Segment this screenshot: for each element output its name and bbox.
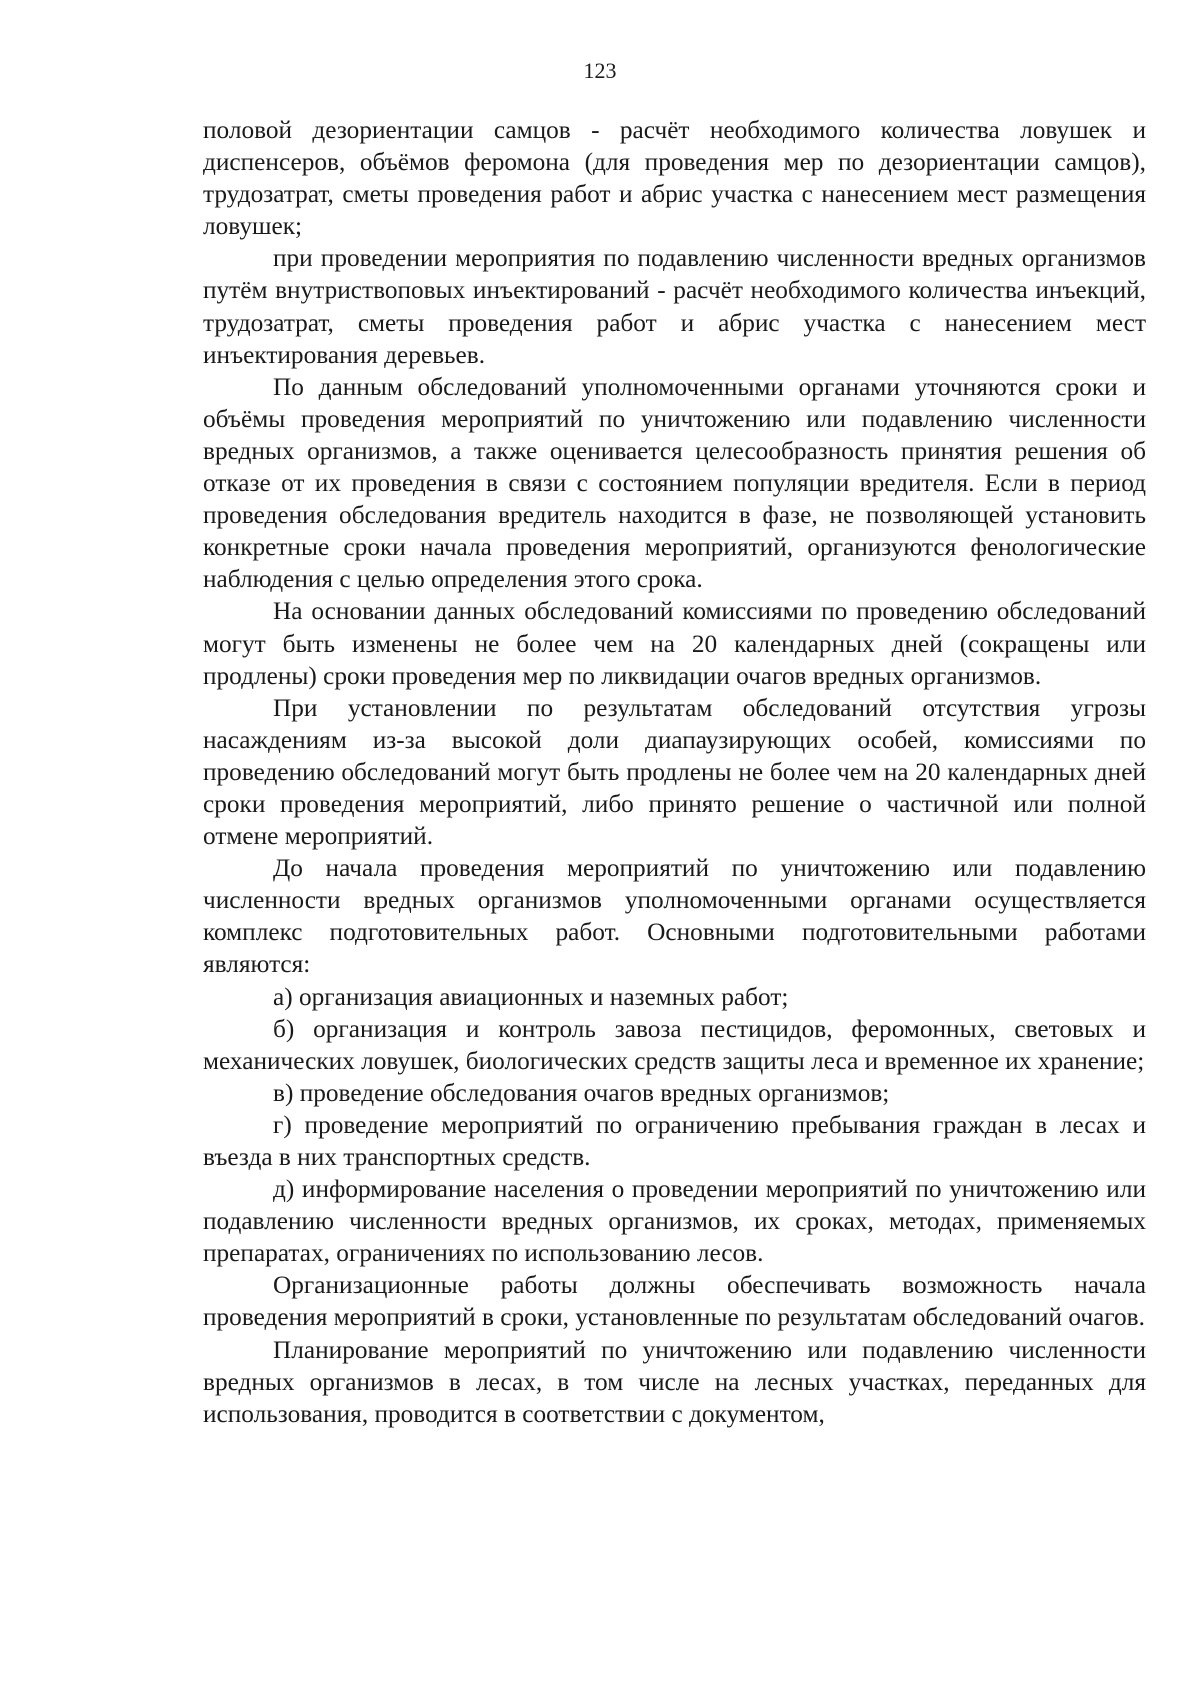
body-paragraph: б) организация и контроль завоза пестицидов, феромонных, световых и механических ловушек, биологических средств защиты леса и временное их хранение; — [203, 1014, 1146, 1075]
body-paragraph: До начала проведения мероприятий по уничтожению или подавлению численности вредных организмов уполномоченными органами осуществляется комплекс подготовительных работ. Основными подготовительными работами являются: — [203, 854, 1146, 979]
body-paragraph: при проведении мероприятия по подавлению численности вредных организмов путём внутриствоповых инъектирований - расчёт необходимого количества инъекций, трудозатрат, сметы проведения работ и абрис участка с нанесением мест инъектирования деревьев. — [203, 244, 1146, 369]
page-number: 123 — [583, 58, 617, 83]
body-paragraph: На основании данных обследований комиссиями по проведению обследований могут быть изменены не более чем на 20 календарных дней (сокращены или продлены) сроки проведения мер по ликвидации очагов вредных организмов. — [203, 597, 1146, 690]
body-paragraph: г) проведение мероприятий по ограничению пребывания граждан в лесах и въезда в них транспортных средств. — [203, 1110, 1146, 1171]
body-paragraph: По данным обследований уполномоченными органами уточняются сроки и объёмы проведения мероприятий по уничтожению или подавлению численности вредных организмов, а также оценивается целесообразность принятия решения об отказе от их проведения в связи с состоянием популяции вредителя. Если в период проведения обследования вредитель находится в фазе, не позволяющей установить конкретные сроки начала проведения мероприятий, организуются фенологические наблюдения с целью определения этого срока. — [203, 372, 1146, 594]
body-paragraph: Организационные работы должны обеспечивать возможность начала проведения мероприятий в сроки, установленные по результатам обследований очагов. — [203, 1271, 1146, 1332]
body-paragraph: Планирование мероприятий по уничтожению или подавлению численности вредных организмов в лесах, в том числе на лесных участках, переданных для использования, проводится в соответствии с документом, — [203, 1335, 1146, 1428]
body-paragraph: половой дезориентации самцов - расчёт необходимого количества ловушек и диспенсеров, объёмов феромона (для проведения мер по дезориентации самцов), трудозатрат, сметы проведения работ и абрис участка с нанесением мест размещения ловушек; — [203, 116, 1146, 241]
document-body — [203, 114, 1146, 1430]
body-paragraph: При установлении по результатам обследований отсутствия угрозы насаждениям из-за высокой доли диапаузирующих особей, комиссиями по проведению обследований могут быть продлены не более чем на 20 календарных дней сроки проведения мероприятий, либо принято решение о частичной или полной отмене мероприятий. — [203, 693, 1146, 851]
body-paragraph: а) организация авиационных и наземных работ; — [273, 982, 789, 1011]
body-paragraph: в) проведение обследования очагов вредных организмов; — [273, 1078, 890, 1107]
body-paragraph: д) информирование населения о проведении мероприятий по уничтожению или подавлению численности вредных организмов, их сроках, методах, применяемых препаратах, ограничениях по использованию лесов. — [203, 1175, 1146, 1268]
